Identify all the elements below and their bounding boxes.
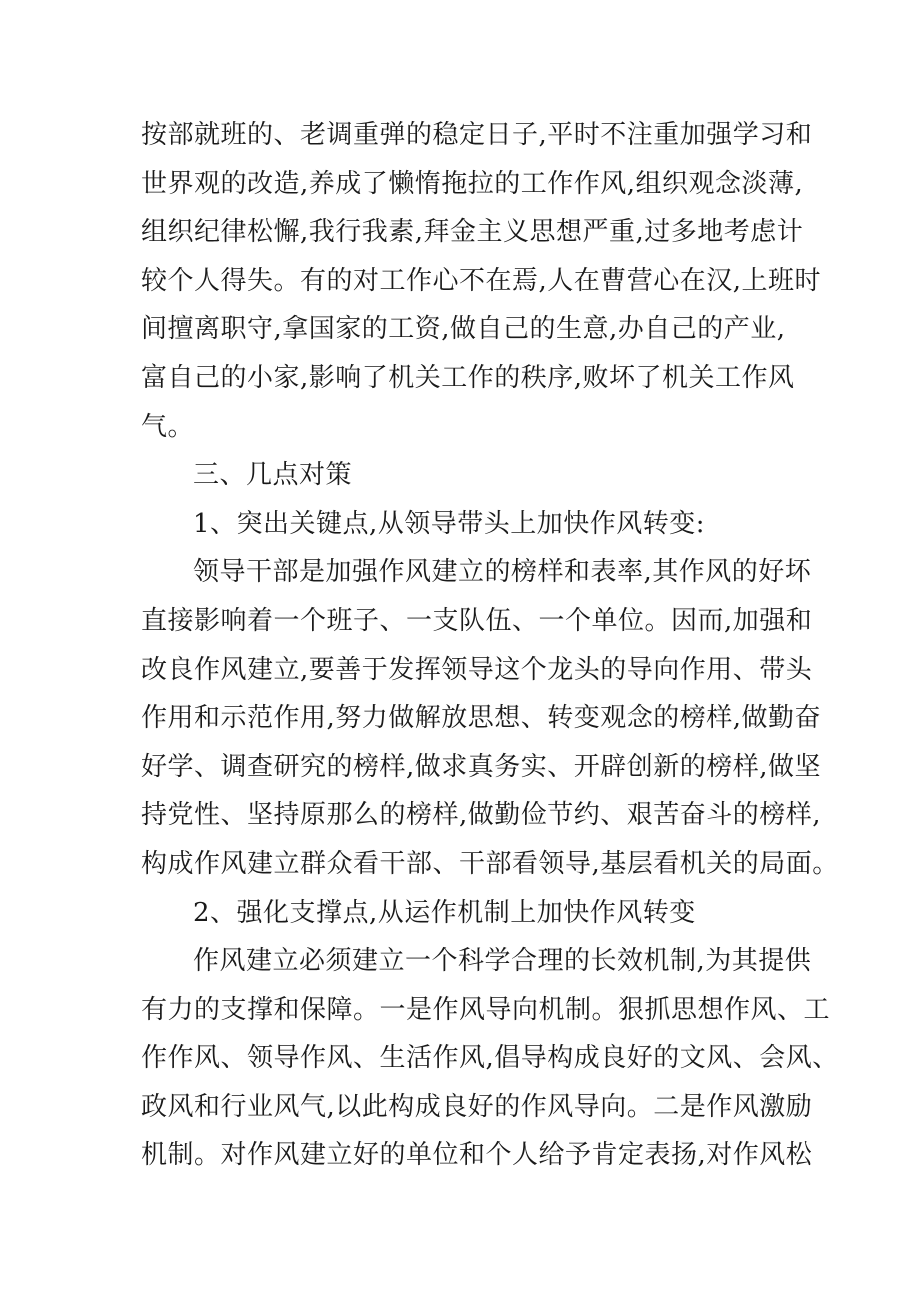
text-line: 富自己的小家,影响了机关工作的秩序,败坏了机关工作风 [141,362,795,393]
text-line: 作用和示范作用,努力做解放思想、转变观念的榜样,做勤奋 [141,703,822,734]
text-line: 按部就班的、老调重弹的稳定日子,平时不注重加强学习和 [141,120,813,150]
text-line: 有力的支撑和保障。一是作风导向机制。狠抓思想作风、工 [141,994,831,1025]
text-line: 构成作风建立群众看干部、干部看领导,基层看机关的局面。 [141,848,839,879]
text-line: 气。 [141,411,195,442]
text-line: 好学、调查研究的榜样,做求真务实、开辟创新的榜样,做坚 [141,751,822,782]
text-line: 1、突出关键点,从领导带头上加快作风转变: [193,508,706,539]
text-line: 间擅离职守,拿国家的工资,做自己的生意,办自己的产业, [141,314,786,345]
text-line: 较个人得失。有的对工作心不在焉,人在曹营心在汉,上班时 [141,265,822,296]
text-line: 作作风、领导作风、生活作风,倡导构成良好的文风、会风、 [141,1043,839,1074]
text-line: 作风建立必须建立一个科学合理的长效机制,为其提供 [193,946,812,977]
text-line: 政风和行业风气,以此构成良好的作风导向。二是作风激励 [141,1091,813,1122]
text-line: 组织纪律松懈,我行我素,拜金主义思想严重,过多地考虑计 [141,217,804,248]
document-body [141,111,839,1180]
text-line: 改良作风建立,要善于发挥领导这个龙头的导向作用、带头 [141,654,813,685]
text-line: 领导干部是加强作风建立的榜样和表率,其作风的好坏 [193,557,812,588]
text-line: 三、几点对策 [193,460,353,491]
text-line: 机制。对作风建立好的单位和个人给予肯定表扬,对作风松 [141,1140,813,1171]
text-line: 世界观的改造,养成了懒惰拖拉的工作作风,组织观念淡薄, [141,168,804,199]
text-line: 持党性、坚持原那么的榜样,做勤俭节约、艰苦奋斗的榜样, [141,800,822,831]
text-line: 2、强化支撑点,从运作机制上加快作风转变 [193,897,696,928]
text-line: 直接影响着一个班子、一支队伍、一个单位。因而,加强和 [141,605,813,636]
